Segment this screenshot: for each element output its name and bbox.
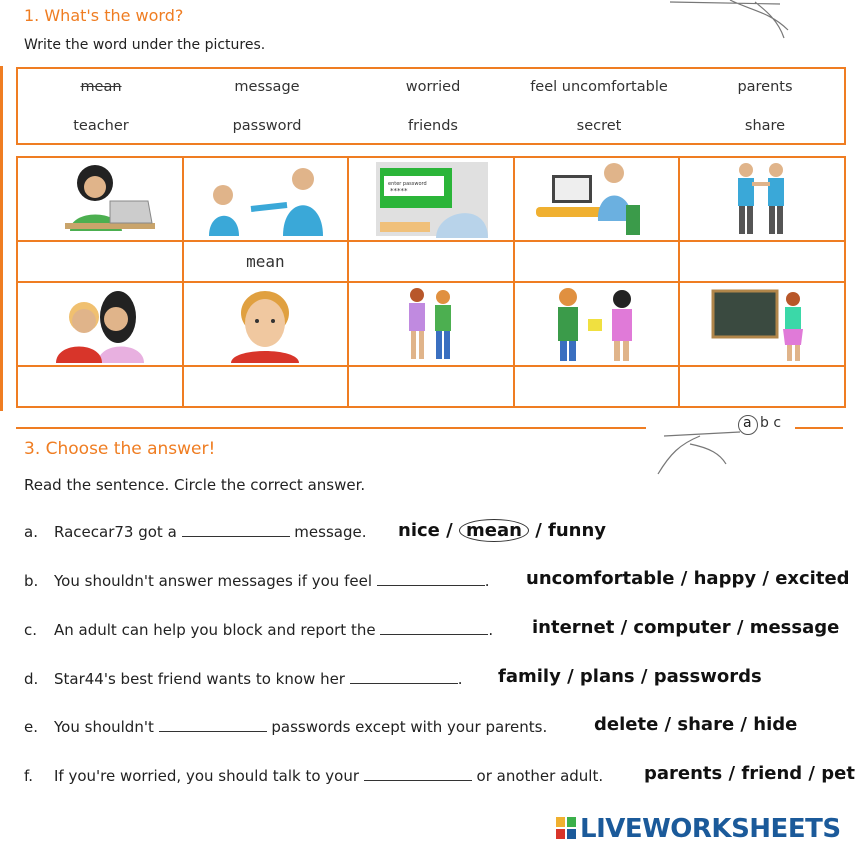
screen-stars: *****	[389, 187, 408, 195]
question-text: .	[457, 670, 463, 688]
picture-cell	[348, 157, 514, 241]
logo-mark-icon	[556, 817, 576, 839]
options-a	[398, 519, 606, 542]
question-letter: a.	[24, 523, 38, 541]
question-text: or another adult.	[471, 767, 604, 785]
question-letter: d.	[24, 670, 39, 688]
answer-cell[interactable]	[514, 241, 680, 282]
word-bank-item: mean	[80, 79, 122, 95]
word-bank-item: message	[234, 79, 300, 95]
picture-cell	[679, 157, 845, 241]
answer-cell[interactable]	[348, 241, 514, 282]
logo-text: LIVEWORKSHEETS	[580, 814, 841, 844]
worried-boy-picture	[215, 285, 315, 363]
answer-cell[interactable]	[679, 366, 845, 407]
screen-caption: enter password	[387, 181, 427, 187]
word-bank-item: parents	[737, 79, 793, 95]
picture-cell	[17, 157, 183, 241]
question-f	[24, 766, 603, 785]
abc-circled-letter: a	[743, 415, 752, 431]
picture-cell	[514, 157, 680, 241]
option-circled[interactable]: mean	[459, 519, 529, 542]
section-divider	[795, 427, 843, 429]
word-bank-item: teacher	[73, 118, 129, 134]
hand-pencil-icon	[650, 414, 745, 476]
teacher-at-board-picture	[707, 285, 817, 363]
question-text: passwords except with your parents.	[266, 718, 548, 736]
question-text: message.	[289, 523, 367, 541]
word-bank-item: friends	[408, 118, 458, 134]
options-b[interactable]: uncomfortable / happy / excited	[526, 568, 850, 589]
section1-title: 1. What's the word?	[24, 6, 184, 25]
answer-blank[interactable]	[380, 620, 488, 635]
word-bank-item: feel uncomfortable	[530, 79, 668, 95]
question-e	[24, 717, 547, 736]
question-text: .	[488, 621, 494, 639]
boy-pointing-picture	[195, 161, 335, 237]
question-a	[24, 522, 366, 541]
answer-text: mean	[246, 252, 285, 271]
question-b	[24, 571, 490, 590]
question-text: You shouldn't answer messages if you feel	[54, 572, 377, 590]
question-c	[24, 620, 493, 639]
answer-cell[interactable]	[183, 366, 349, 407]
options-e[interactable]: delete / share / hide	[594, 714, 798, 735]
answer-cell[interactable]	[17, 366, 183, 407]
answer-blank[interactable]	[350, 669, 458, 684]
question-letter: e.	[24, 718, 38, 736]
question-text: Star44's best friend wants to know her	[54, 670, 350, 688]
question-text: An adult can help you block and report the	[54, 621, 381, 639]
word-bank-item: password	[232, 118, 302, 134]
question-letter: b.	[24, 572, 39, 590]
abc-label: b c	[760, 415, 782, 431]
answer-blank[interactable]	[159, 717, 267, 732]
two-friends-picture	[391, 285, 471, 363]
boy-at-computer-picture	[532, 161, 662, 237]
answer-cell[interactable]	[183, 241, 349, 282]
answer-cell[interactable]	[17, 241, 183, 282]
word-bank-item: worried	[405, 79, 461, 95]
girl-at-laptop-picture	[40, 161, 160, 237]
picture-cell	[348, 282, 514, 366]
whispering-secret-picture	[40, 285, 160, 363]
question-letter: f.	[24, 767, 33, 785]
sharing-gift-picture	[542, 285, 652, 363]
options-f[interactable]: parents / friend / pet	[644, 763, 855, 784]
options-c[interactable]: internet / computer / message	[532, 617, 840, 638]
section3-instruction: Read the sentence. Circle the correct answer.	[24, 476, 366, 494]
options-d[interactable]: family / plans / passwords	[498, 666, 762, 687]
question-text: If you're worried, you should talk to your	[54, 767, 364, 785]
picture-cell	[17, 282, 183, 366]
section1-instruction: Write the word under the pictures.	[24, 37, 266, 53]
picture-grid	[16, 156, 846, 408]
two-boys-picture	[722, 160, 802, 238]
section-divider	[16, 427, 646, 429]
word-bank-item: share	[744, 118, 786, 134]
picture-cell	[679, 282, 845, 366]
answer-cell[interactable]	[348, 366, 514, 407]
word-bank	[16, 67, 846, 145]
answer-cell[interactable]	[514, 366, 680, 407]
word-bank-item: secret	[576, 118, 622, 134]
question-text: .	[484, 572, 490, 590]
hand-writing-icon	[660, 0, 800, 45]
password-screen-picture	[366, 160, 496, 238]
answer-blank[interactable]	[182, 522, 290, 537]
option-text[interactable]: nice /	[398, 520, 459, 541]
picture-cell	[183, 157, 349, 241]
question-d	[24, 669, 463, 688]
question-text: Racecar73 got a	[54, 523, 182, 541]
answer-blank[interactable]	[377, 571, 485, 586]
section3-title: 3. Choose the answer!	[24, 439, 216, 459]
picture-cell	[183, 282, 349, 366]
question-letter: c.	[24, 621, 38, 639]
picture-cell	[514, 282, 680, 366]
liveworksheets-logo	[556, 814, 841, 844]
left-accent-bar	[0, 66, 3, 411]
answer-blank[interactable]	[364, 766, 472, 781]
answer-cell[interactable]	[679, 241, 845, 282]
question-text: You shouldn't	[54, 718, 159, 736]
option-text[interactable]: / funny	[528, 520, 607, 541]
